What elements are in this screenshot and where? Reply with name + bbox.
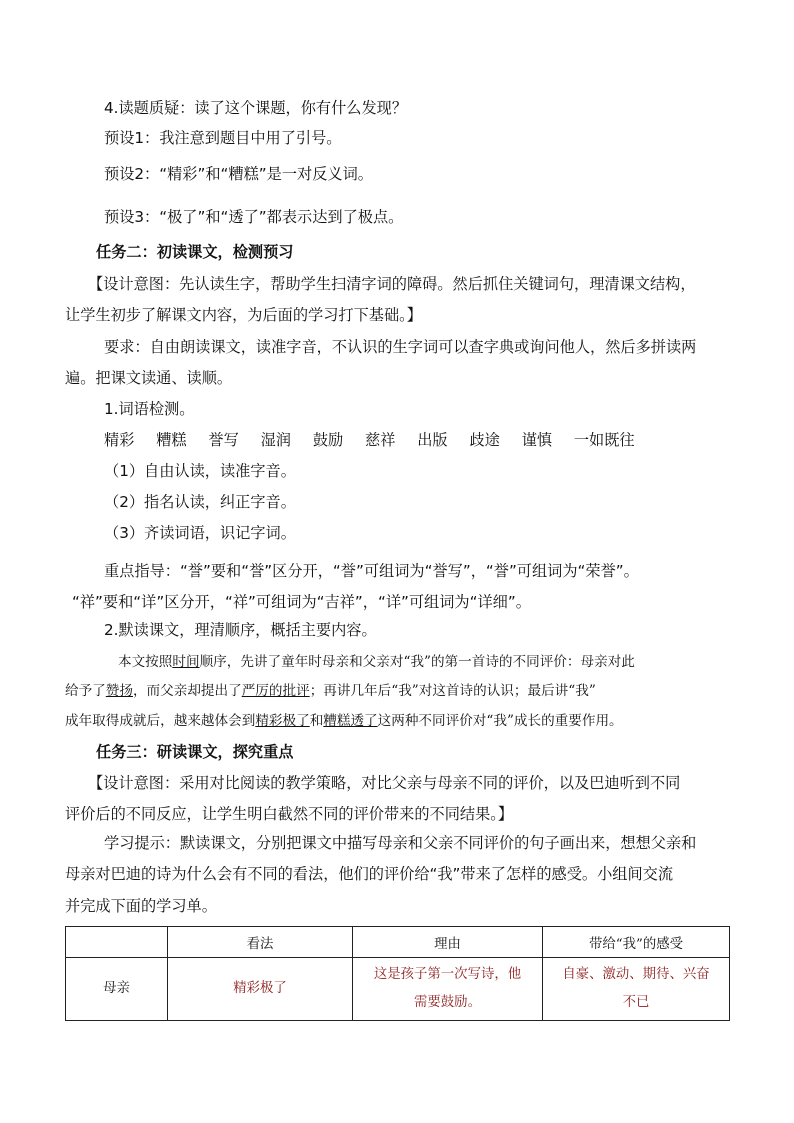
- vocab-word: 歧途: [469, 431, 500, 449]
- summary-line-2: 给予了赞扬，而父亲却提出了严厉的批评；再讲几年后“我”对这首诗的认识；最后讲“我”: [65, 683, 596, 699]
- key-guidance-line-1: 重点指导：“誉”要和“誉”区分开，“誉”可组词为“誉写”，“誉”可组词为“荣誉”。: [104, 562, 639, 580]
- vocab-word: 出版: [417, 431, 448, 449]
- vocab-word: 誉写: [208, 431, 239, 449]
- study-tip-line-3: 并完成下面的学习单。: [65, 897, 217, 915]
- task-two-heading: 任务二：初读课文，检测预习: [96, 243, 294, 261]
- vocab-word: 湿润: [260, 431, 291, 449]
- silent-reading-heading: 2.默读课文，理清顺序，概括主要内容。: [104, 621, 377, 639]
- underlined-keyword: 糟糕透了: [323, 713, 378, 729]
- mother-feeling: 自豪、激动、期待、兴奋 不已: [543, 958, 730, 1021]
- preset-3: 预设3：“极了”和“透了”都表示达到了极点。: [104, 208, 404, 226]
- requirement-line-1: 要求：自由朗读课文，读准字音，不认识的生字词可以查字典或询问他人，然后多拼读两: [104, 338, 697, 356]
- study-tip-line-2: 母亲对巴迪的诗为什么会有不同的看法，他们的评价给“我”带来了怎样的感受。小组间交流: [65, 865, 674, 883]
- header-view: 看法: [168, 927, 353, 958]
- word-test-heading: 1.词语检测。: [104, 400, 195, 418]
- study-sheet-table: [65, 926, 730, 1021]
- question-line: 4.读题质疑：读了这个课题，你有什么发现？: [104, 99, 408, 117]
- header-feeling: 带给“我”的感受: [543, 927, 730, 958]
- table-row: [66, 958, 730, 1021]
- vocab-word: 糟糕: [156, 431, 187, 449]
- row-label-mother: 母亲: [66, 958, 168, 1021]
- design-intent-2-line-1: 【设计意图：采用对比阅读的教学策略，对比父亲与母亲不同的评价，以及巴迪听到不同: [88, 774, 681, 792]
- design-intent-1-line-1: 【设计意图：先认读生字，帮助学生扫清字词的障碍。然后抓住关键词句，理清课文结构，: [88, 275, 696, 293]
- requirement-line-2: 遍。把课文读通、读顺。: [65, 369, 233, 387]
- vocab-list: [104, 430, 635, 450]
- header-reason: 理由: [353, 927, 543, 958]
- step-1: （1）自由认读，读准字音。: [104, 462, 296, 480]
- preset-2: 预设2：“精彩”和“糟糕”是一对反义词。: [104, 165, 373, 183]
- underlined-keyword: 时间: [172, 654, 200, 670]
- summary-line-3: 成年取得成就后，越来越体会到精彩极了和糟糕透了这两种不同评价对“我”成长的重要作用。: [65, 713, 623, 729]
- vocab-word: 慈祥: [365, 431, 396, 449]
- key-guidance-line-2: “祥”要和“详”区分开，“祥”可组词为“吉祥”，“详”可组词为“详细”。: [72, 593, 531, 611]
- task-three-heading: 任务三：研读课文，探究重点: [96, 743, 294, 761]
- step-3: （3）齐读词语，识记字词。: [104, 524, 296, 542]
- underlined-keyword: 赞扬: [105, 683, 133, 699]
- design-intent-2-line-2: 评价后的不同反应，让学生明白截然不同的评价带来的不同结果。】: [65, 805, 514, 823]
- vocab-word: 一如既往: [573, 431, 635, 449]
- vocab-word: 精彩: [104, 431, 135, 449]
- step-2: （2）指名认读，纠正字音。: [104, 493, 296, 511]
- preset-1: 预设1：我注意到题目中用了引号。: [104, 129, 342, 147]
- vocab-word: 谨慎: [521, 431, 552, 449]
- summary-line-1: 本文按照时间顺序，先讲了童年时母亲和父亲对“我”的第一首诗的不同评价：母亲对此: [118, 654, 635, 670]
- study-tip-line-1: 学习提示：默读课文，分别把课文中描写母亲和父亲不同评价的句子画出来，想想父亲和: [104, 834, 697, 852]
- mother-reason: 这是孩子第一次写诗，他 需要鼓励。: [353, 958, 543, 1021]
- header-empty: [66, 927, 168, 958]
- underlined-keyword: 精彩极了: [255, 713, 310, 729]
- table-header-row: [66, 927, 730, 958]
- vocab-word: 鼓励: [312, 431, 344, 449]
- mother-view: 精彩极了: [168, 958, 353, 1021]
- design-intent-1-line-2: 让学生初步了解课文内容，为后面的学习打下基础。】: [65, 306, 422, 324]
- underlined-keyword: 严厉的批评: [241, 683, 310, 699]
